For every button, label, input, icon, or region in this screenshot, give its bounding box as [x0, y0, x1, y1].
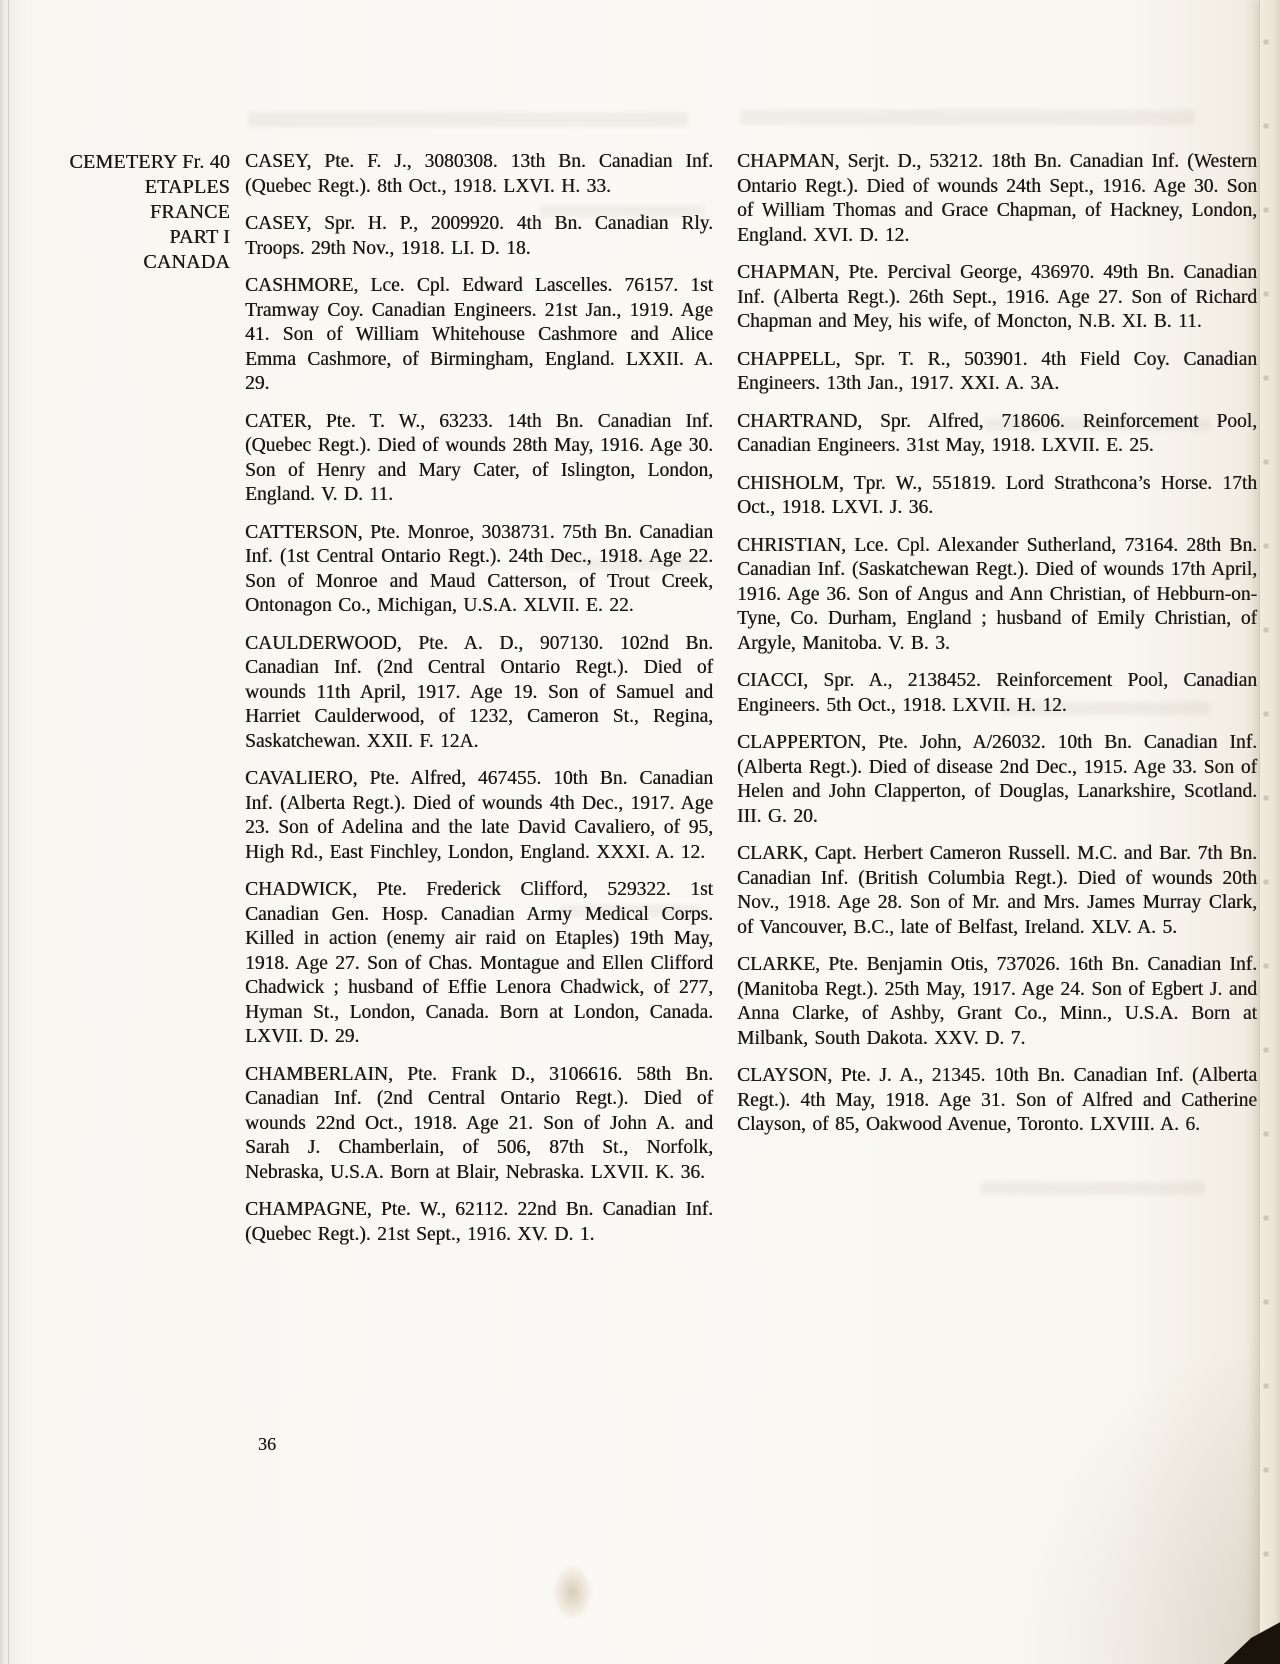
- bleed-through-smudge: [980, 1182, 1205, 1195]
- register-entry: CHAMPAGNE, Pte. W., 62112. 22nd Bn. Canadian Inf. (Quebec Regt.). 21st Sept., 1916. XV. D. 1.: [245, 1199, 713, 1245]
- cemetery-title-line: CEMETERY Fr. 40: [69, 151, 230, 173]
- cemetery-title-line: PART I: [169, 226, 230, 248]
- register-entry: CAULDERWOOD, Pte. A. D., 907130. 102nd Bn. Canadian Inf. (2nd Central Ontario Regt.). Died of wounds 11th April, 1917. Age 19. Son of Samuel and Harriet Caulderwood, of 1232, Cameron St., Regina, Saskatchewan. XXII. F. 12A.: [245, 632, 713, 752]
- register-entry: CHISHOLM, Tpr. W., 551819. Lord Strathcona’s Horse. 17th Oct., 1918. LXVI. J. 36.: [737, 472, 1257, 518]
- register-entry: CASEY, Pte. F. J., 3080308. 13th Bn. Canadian Inf. (Quebec Regt.). 8th Oct., 1918. LXVI. H. 33.: [245, 151, 713, 197]
- register-entry: CLARKE, Pte. Benjamin Otis, 737026. 16th Bn. Canadian Inf. (Manitoba Regt.). 25th May, 1917. Age 24. Son of Egbert J. and Anna Clarke, of Ashby, Grant Co., Minn., U.S.A. Born at Milbank, South Dakota. XXV. D. 7.: [737, 954, 1257, 1049]
- register-entry: CATTERSON, Pte. Monroe, 3038731. 75th Bn. Canadian Inf. (1st Central Ontario Regt.). 24th Dec., 1918. Age 22. Son of Monroe and Maud Catterson, of Trout Creek, Ontonagon Co., Michigan, U.S.A. XLVII. E. 22.: [245, 521, 713, 616]
- cemetery-title-line: CANADA: [143, 251, 230, 273]
- register-entry: CHAMBERLAIN, Pte. Frank D., 3106616. 58th Bn. Canadian Inf. (2nd Central Ontario Regt.). Died of wounds 22nd Oct., 1918. Age 21. Son of John A. and Sarah J. Chamberlain, of 506, 87th St., Norfolk, Nebraska, U.S.A. Born at Blair, Nebraska. LXVII. K. 36.: [245, 1063, 713, 1183]
- cemetery-title-line: FRANCE: [149, 201, 230, 223]
- register-entry: CATER, Pte. T. W., 63233. 14th Bn. Canadian Inf. (Quebec Regt.). Died of wounds 28th May, 1916. Age 30. Son of Henry and Mary Cater, of Islington, London, England. V. D. 11.: [245, 410, 713, 505]
- deckle-edge-scallops: [1262, 0, 1270, 1664]
- page-number: 36: [258, 1434, 276, 1454]
- right-column: [737, 150, 1257, 1151]
- page-left-crease: [8, 0, 9, 1664]
- page-curvature-shadow: [940, 1244, 1280, 1664]
- bleed-through-smudge: [248, 112, 688, 127]
- bleed-through-smudge: [740, 110, 1195, 125]
- register-entry: CHAPPELL, Spr. T. R., 503901. 4th Field Coy. Canadian Engineers. 13th Jan., 1917. XXI. A. 3A.: [737, 348, 1257, 394]
- cemetery-title-line: ETAPLES: [144, 176, 230, 198]
- register-entry: CLARK, Capt. Herbert Cameron Russell. M.C. and Bar. 7th Bn. Canadian Inf. (British Columbia Regt.). Died of wounds 20th Nov., 1918. Age 28. Son of Mr. and Mrs. James Murray Clark, of Vancouver, B.C., late of Belfast, Ireland. XLV. A. 5.: [737, 843, 1257, 938]
- cemetery-title-block: [36, 150, 230, 275]
- paper-smudge: [545, 1555, 600, 1630]
- register-entry: CAVALIERO, Pte. Alfred, 467455. 10th Bn. Canadian Inf. (Alberta Regt.). Died of wounds 4th Dec., 1917. Age 23. Son of Adelina and the late David Cavaliero, of 95, High Rd., East Finchley, London, England. XXXI. A. 12.: [245, 768, 713, 863]
- register-entry: CLAPPERTON, Pte. John, A/26032. 10th Bn. Canadian Inf. (Alberta Regt.). Died of disease 2nd Dec., 1915. Age 33. Son of Helen and John Clapperton, of Douglas, Lanarkshire, Scotland. III. G. 20.: [737, 732, 1257, 827]
- register-entry: CHADWICK, Pte. Frederick Clifford, 529322. 1st Canadian Gen. Hosp. Canadian Army Medical Corps. Killed in action (enemy air raid on Etaples) 19th May, 1918. Age 27. Son of Chas. Montague and Ellen Clifford Chadwick ; husband of Effie Lenora Chadwick, of 277, Hyman St., London, Canada. Born at London, Canada. LXVII. D. 29.: [245, 879, 713, 1047]
- register-entry: CHARTRAND, Spr. Alfred, 718606. Reinforcement Pool, Canadian Engineers. 31st May, 1918. LXVII. E. 25.: [737, 410, 1257, 456]
- register-entry: CHAPMAN, Serjt. D., 53212. 18th Bn. Canadian Inf. (Western Ontario Regt.). Died of wounds 24th Sept., 1916. Age 30. Son of William Thomas and Grace Chapman, of Hackney, London, England. XVI. D. 12.: [737, 151, 1257, 246]
- register-entry: CASEY, Spr. H. P., 2009920. 4th Bn. Canadian Rly. Troops. 29th Nov., 1918. LI. D. 18.: [245, 213, 713, 259]
- register-entry: CASHMORE, Lce. Cpl. Edward Lascelles. 76157. 1st Tramway Coy. Canadian Engineers. 21st Jan., 1919. Age 41. Son of William Whitehouse Cashmore and Alice Emma Cashmore, of Birmingham, England. LXXII. A. 29.: [245, 275, 713, 394]
- register-entry: CLAYSON, Pte. J. A., 21345. 10th Bn. Canadian Inf. (Alberta Regt.). 4th May, 1918. Age 31. Son of Alfred and Catherine Clayson, of 85, Oakwood Avenue, Toronto. LXVIII. A. 6.: [737, 1065, 1257, 1135]
- left-column: [245, 150, 713, 1260]
- register-entry: CHRISTIAN, Lce. Cpl. Alexander Sutherland, 73164. 28th Bn. Canadian Inf. (Saskatchewan Regt.). Died of wounds 17th April, 1916. Age 36. Son of Angus and Ann Christian, of Hebburn-on-Tyne, Co. Durham, England ; husband of Emily Christian, of Argyle, Manitoba. V. B. 3.: [737, 534, 1257, 654]
- page-stack-edge: [1260, 0, 1280, 1664]
- register-entry: CIACCI, Spr. A., 2138452. Reinforcement Pool, Canadian Engineers. 5th Oct., 1918. LXVII. H. 12.: [737, 670, 1257, 716]
- register-entry: CHAPMAN, Pte. Percival George, 436970. 49th Bn. Canadian Inf. (Alberta Regt.). 26th Sept., 1916. Age 27. Son of Richard Chapman and Mey, his wife, of Moncton, N.B. XI. B. 11.: [737, 262, 1257, 332]
